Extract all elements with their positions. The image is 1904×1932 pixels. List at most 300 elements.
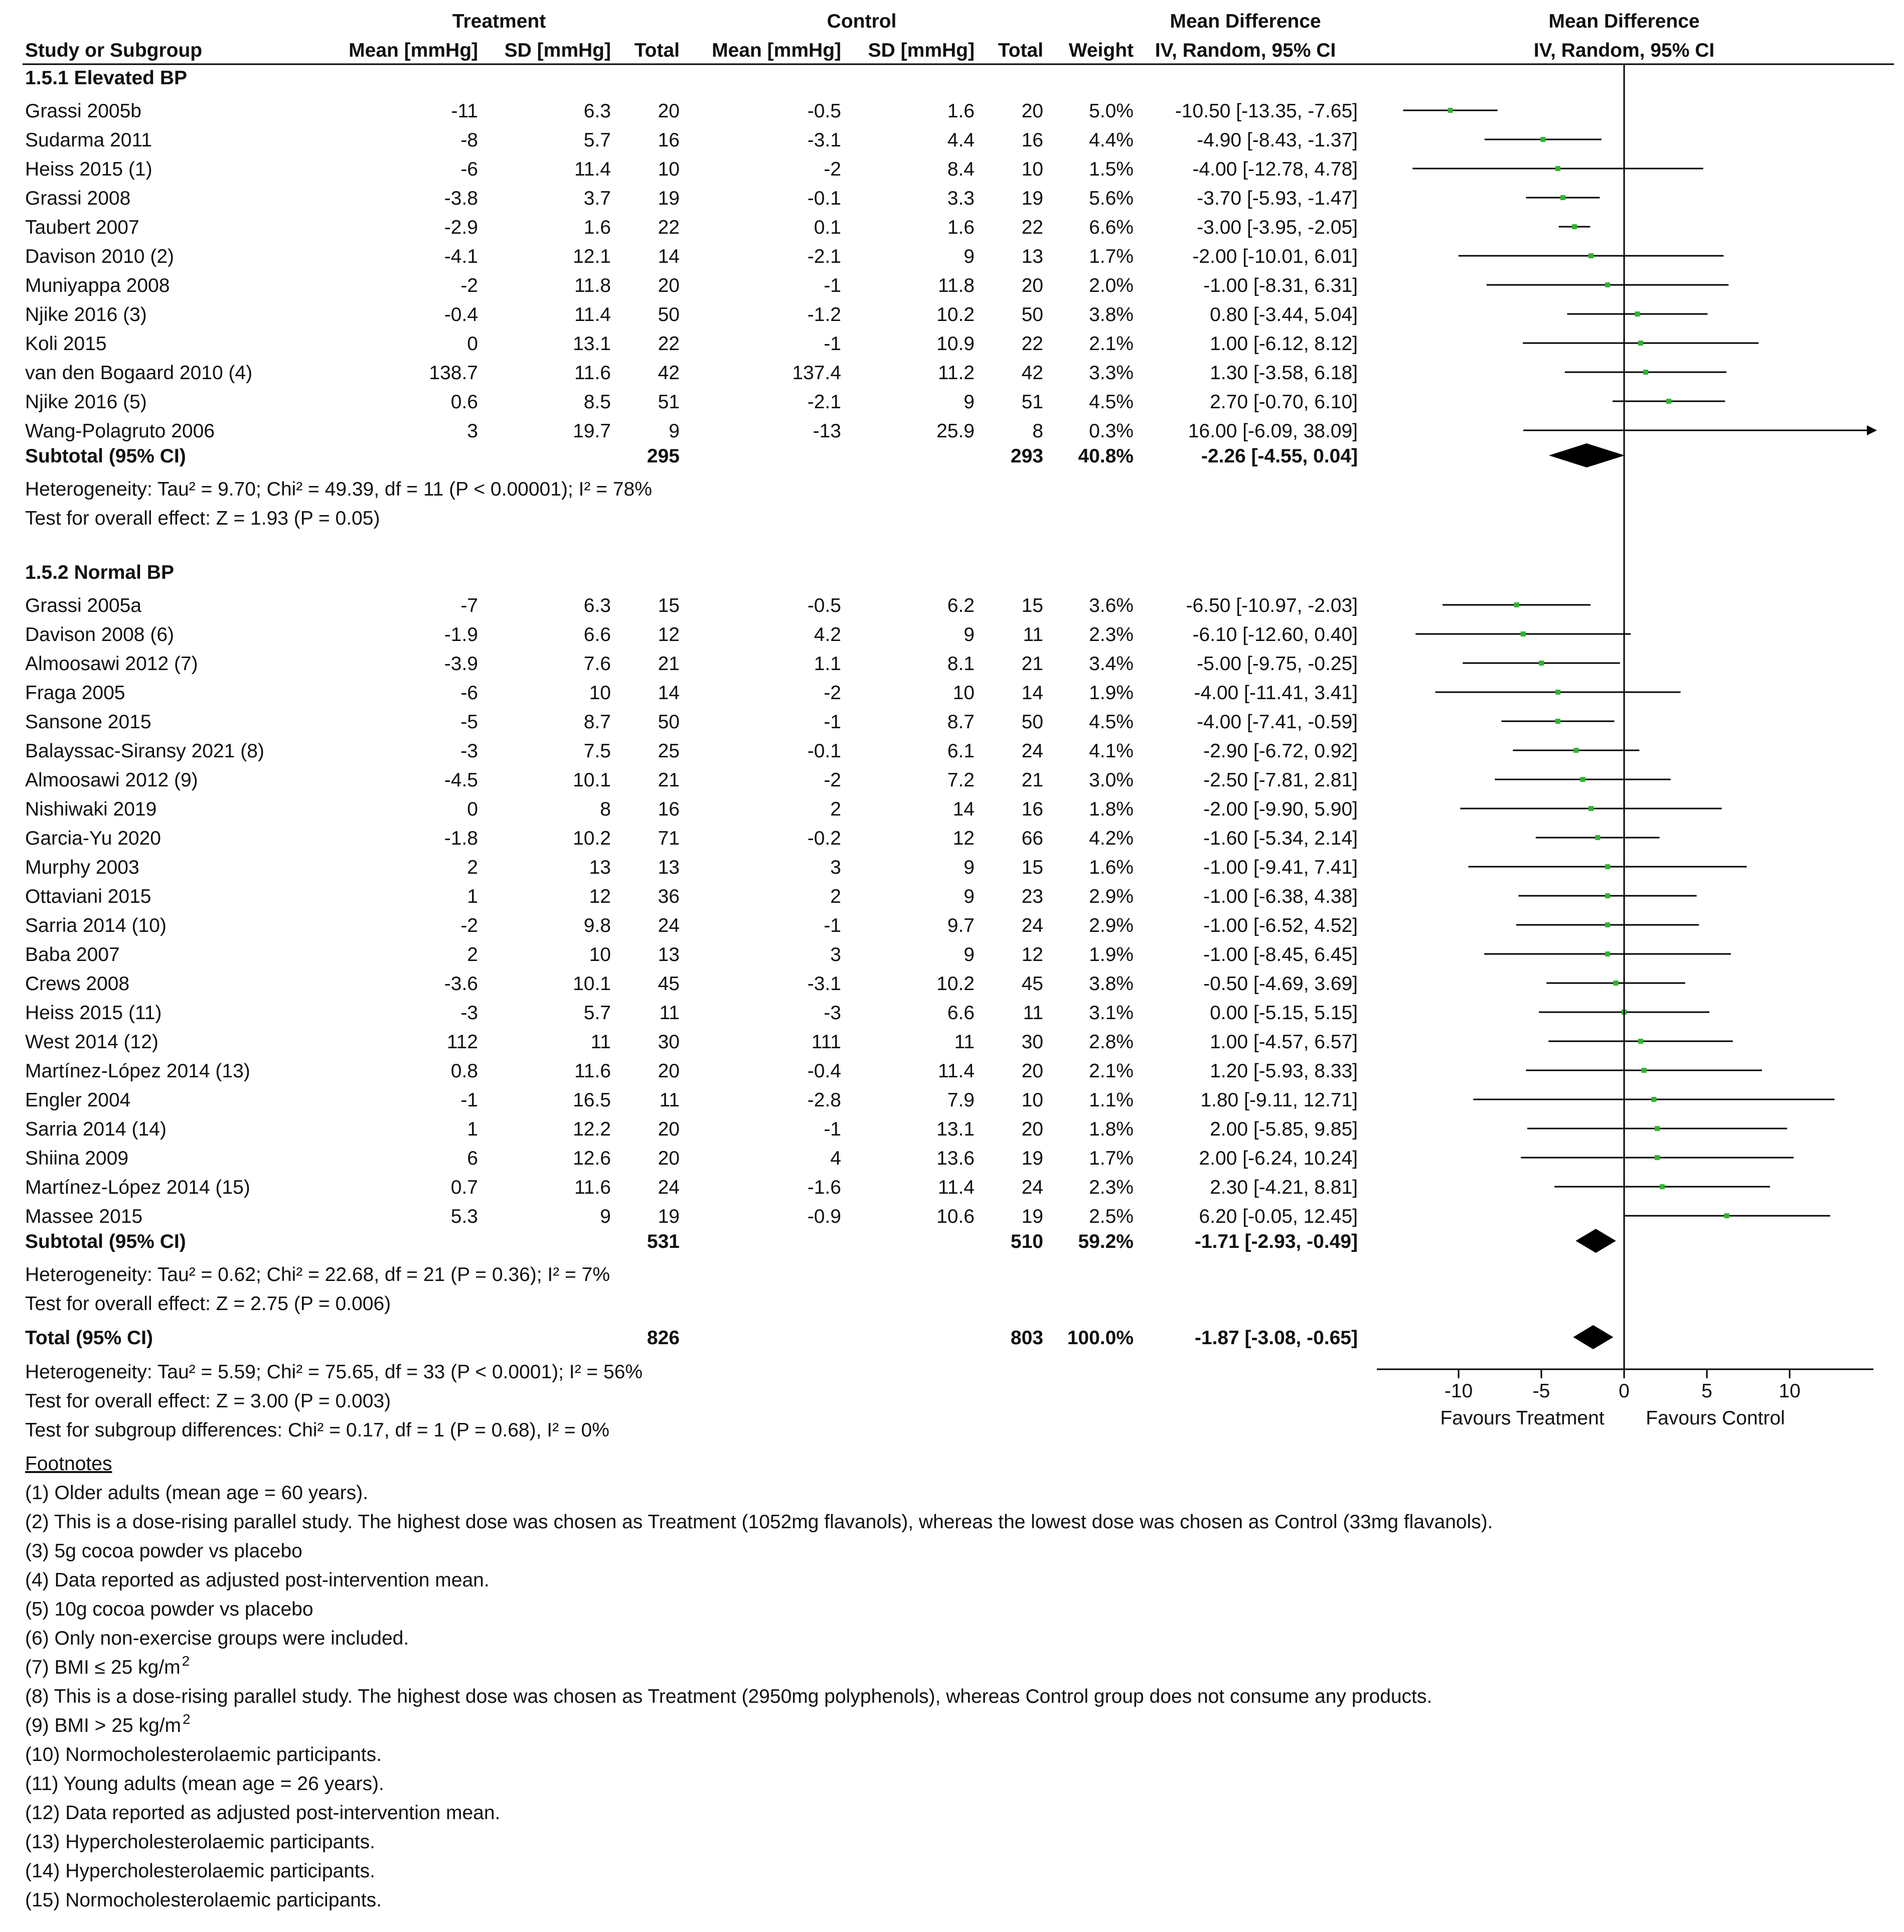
subgroup-difference-text: Test for subgroup differences: Chi² = 0.17, df = 1 (P = 0.68), I² = 0% [25,1419,609,1441]
treatment-mean: 0.6 [450,391,478,413]
study-ci: -3.70 [-5.93, -1.47] [1197,188,1358,209]
treatment-mean: -1 [460,1089,478,1111]
control-group-header: Control [827,11,897,32]
control-total: 8 [1032,420,1043,442]
control-total: 42 [1021,362,1043,384]
study-column-header: Study or Subgroup [25,40,203,61]
footnote-superscript: 2 [182,1653,190,1669]
subtotal-row-label: Subtotal (95% CI) [25,1231,186,1252]
subtotal-row-treatment-total: 295 [647,445,680,467]
control-sd: 6.2 [947,595,975,616]
study-weight: 2.1% [1089,333,1134,355]
table-row [25,188,1358,209]
study-point [1595,835,1600,840]
treatment-sd: 3.7 [583,188,611,209]
study-point [1605,864,1610,869]
control-mean: -1 [824,915,841,936]
study-ci: -1.00 [-9.41, 7.41] [1203,857,1358,878]
study-name: Shiina 2009 [25,1148,129,1169]
study-name: Grassi 2005a [25,595,141,616]
subtotal-row-treatment-total: 531 [647,1231,680,1252]
treatment-total: 12 [658,624,680,646]
control-mean: 2 [830,798,841,820]
table-row [25,275,1358,296]
control-mean: -13 [813,420,841,442]
study-point [1589,806,1594,811]
method-header-right: IV, Random, 95% CI [1533,40,1715,61]
md-group-header-left: Mean Difference [1170,11,1321,32]
control-sd: 14 [953,798,975,820]
study-ci: -1.00 [-8.31, 6.31] [1203,275,1358,296]
study-name: Crews 2008 [25,973,130,995]
study-ci: 0.00 [-5.15, 5.15] [1210,1002,1358,1024]
footnote: (12) Data reported as adjusted post-intervention mean. [25,1802,501,1824]
study-name: Davison 2010 (2) [25,246,174,267]
control-sd: 8.4 [947,158,975,180]
study-name: van den Bogaard 2010 (4) [25,362,253,384]
study-point [1651,1097,1656,1102]
study-point [1540,137,1545,142]
footnote: (6) Only non-exercise groups were included. [25,1628,409,1649]
study-ci: -4.00 [-11.41, 3.41] [1194,682,1358,704]
favours-treatment-label: Favours Treatment [1440,1407,1605,1429]
control-total: 10 [1021,158,1043,180]
treatment-mean: 0 [467,798,478,820]
study-weight: 4.5% [1089,711,1134,733]
treatment-sd: 9.8 [583,915,611,936]
study-ci: -4.00 [-7.41, -0.59] [1197,711,1358,733]
control-sd: 1.6 [947,100,975,122]
control-sd: 10.2 [936,973,975,995]
study-weight: 4.4% [1089,129,1134,151]
treatment-mean: -2.9 [444,217,478,238]
treatment-sd: 11.6 [574,1060,611,1082]
footnote: (14) Hypercholesterolaemic participants. [25,1860,375,1882]
study-point [1589,253,1594,258]
total-row-control-total: 803 [1010,1327,1043,1349]
study-point [1655,1155,1660,1160]
study-point [1555,690,1560,695]
control-mean: -3 [824,1002,841,1024]
control-mean: -2 [824,769,841,791]
x-tick-label: 0 [1619,1380,1630,1402]
study-weight: 2.8% [1089,1031,1134,1053]
study-name: Sarria 2014 (14) [25,1118,167,1140]
favours-control-label: Favours Control [1646,1407,1785,1429]
treatment-mean: -2 [460,915,478,936]
treatment-total: 13 [658,857,680,878]
footnote: (11) Young adults (mean age = 26 years). [25,1773,384,1795]
study-ci: -4.00 [-12.78, 4.78] [1192,158,1358,180]
control-sd: 6.1 [947,740,975,762]
study-point [1521,631,1526,636]
total-overall-effect-text: Test for overall effect: Z = 3.00 (P = 0.003) [25,1390,391,1412]
control-sd: 11.2 [937,362,975,384]
study-name: Nishiwaki 2019 [25,798,157,820]
control-total: 20 [1021,1060,1043,1082]
control-total: 11 [1023,1002,1043,1024]
subtotal-row [25,445,1358,467]
control-sd: 9 [964,246,975,267]
footnote: (1) Older adults (mean age = 60 years). [25,1482,368,1504]
treatment-mean: -6 [460,682,478,704]
control-sd: 25.9 [936,420,975,442]
control-total: 15 [1021,857,1043,878]
treatment-total: 21 [658,653,680,675]
treatment-sd: 11.4 [574,158,611,180]
footnote: (9) BMI > 25 kg/m [25,1715,182,1736]
study-weight: 2.0% [1089,275,1134,296]
study-name: Wang-Polagruto 2006 [25,420,215,442]
treatment-sd: 12.1 [573,246,611,267]
subtotal-row-weight: 40.8% [1078,445,1134,467]
table-row [25,391,1358,413]
control-total: 20 [1021,275,1043,296]
study-ci: -4.90 [-8.43, -1.37] [1197,129,1358,151]
study-ci: -6.50 [-10.97, -2.03] [1186,595,1358,616]
study-ci: 2.30 [-4.21, 8.81] [1210,1177,1358,1198]
treatment-mean: 1 [467,886,478,907]
study-name: Njike 2016 (3) [25,304,147,326]
treatment-mean: -5 [460,711,478,733]
control-total: 51 [1021,391,1043,413]
control-total: 14 [1021,682,1043,704]
treatment-total: 13 [658,944,680,965]
study-name: Sarria 2014 (10) [25,915,167,936]
treatment-total-header: Total [634,40,680,61]
control-total: 66 [1021,828,1043,849]
treatment-sd: 12 [589,886,611,907]
study-ci: 2.00 [-6.24, 10.24] [1199,1148,1358,1169]
treatment-mean: 1 [467,1118,478,1140]
table-row [25,944,1358,965]
study-weight: 2.1% [1089,1060,1134,1082]
treatment-sd: 11.6 [574,1177,611,1198]
md-group-header-right: Mean Difference [1548,11,1700,32]
treatment-sd: 8.7 [583,711,611,733]
footnote-superscript: 2 [183,1711,191,1727]
subgroup-title: 1.5.2 Normal BP [25,562,174,583]
study-name: Grassi 2005b [25,100,141,122]
table-row [25,595,1358,616]
footnote: (15) Normocholesterolaemic participants. [25,1889,382,1911]
study-weight: 5.6% [1089,188,1134,209]
treatment-sd: 10.1 [573,973,611,995]
treatment-total: 51 [658,391,680,413]
table-row [25,1177,1358,1198]
study-name: Murphy 2003 [25,857,139,878]
study-ci: 2.70 [-0.70, 6.10] [1210,391,1358,413]
treatment-sd: 10.2 [573,828,611,849]
study-weight: 2.9% [1089,886,1134,907]
treatment-mean: -0.4 [444,304,478,326]
treatment-sd: 8 [600,798,611,820]
study-point [1573,748,1578,753]
control-mean-header: Mean [mmHg] [712,40,841,61]
treatment-total: 45 [658,973,680,995]
control-total: 15 [1021,595,1043,616]
treatment-total: 21 [658,769,680,791]
control-sd: 10.9 [936,333,975,355]
table-row [25,798,1358,820]
total-row-label: Total (95% CI) [25,1327,153,1349]
control-mean: -1 [824,275,841,296]
treatment-mean: -3.6 [444,973,478,995]
table-row [25,158,1358,180]
control-sd: 6.6 [947,1002,975,1024]
study-weight: 1.7% [1089,1148,1134,1169]
study-name: Baba 2007 [25,944,120,965]
study-ci: -1.00 [-6.38, 4.38] [1203,886,1358,907]
study-name: Koli 2015 [25,333,107,355]
table-row [25,682,1358,704]
treatment-sd: 12.6 [573,1148,611,1169]
treatment-sd: 16.5 [573,1089,611,1111]
footnote: (3) 5g cocoa powder vs placebo [25,1540,302,1562]
heterogeneity-text: Heterogeneity: Tau² = 0.62; Chi² = 22.68, df = 21 (P = 0.36); I² = 7% [25,1264,610,1285]
study-point [1638,341,1643,346]
treatment-mean: -7 [460,595,478,616]
treatment-mean: -4.1 [444,246,478,267]
study-weight: 6.6% [1089,217,1134,238]
control-mean: 2 [830,886,841,907]
control-total: 11 [1023,624,1043,646]
heterogeneity-text: Heterogeneity: Tau² = 9.70; Chi² = 49.39, df = 11 (P < 0.00001); I² = 78% [25,478,652,500]
control-sd: 9 [964,886,975,907]
control-total: 45 [1021,973,1043,995]
study-ci: -2.00 [-9.90, 5.90] [1203,798,1358,820]
treatment-mean: -3 [460,740,478,762]
control-sd-header: SD [mmHg] [868,40,975,61]
table-row [25,333,1358,355]
study-name: Ottaviani 2015 [25,886,151,907]
control-total: 19 [1021,1206,1043,1227]
study-name: Garcia-Yu 2020 [25,828,162,849]
study-weight: 1.7% [1089,246,1134,267]
treatment-mean: -3.8 [444,188,478,209]
treatment-total: 14 [658,246,680,267]
control-mean: -0.5 [807,100,841,122]
study-point [1614,981,1619,986]
control-sd: 10.2 [936,304,975,326]
treatment-sd: 6.6 [583,624,611,646]
study-ci: 2.00 [-5.85, 9.85] [1210,1118,1358,1140]
subtotal-row-diamond [1549,443,1625,467]
footnote: (5) 10g cocoa powder vs placebo [25,1598,313,1620]
study-ci: -1.60 [-5.34, 2.14] [1203,828,1358,849]
study-name: Engler 2004 [25,1089,131,1111]
table-row [25,857,1358,878]
table-row [25,420,1358,442]
treatment-sd: 12.2 [573,1118,611,1140]
treatment-total: 19 [658,188,680,209]
control-total: 24 [1021,740,1043,762]
control-total: 24 [1021,1177,1043,1198]
study-point [1555,719,1560,724]
study-point [1555,166,1560,171]
treatment-mean: -8 [460,129,478,151]
table-row [25,740,1358,762]
control-sd: 11 [954,1031,975,1053]
study-ci: 1.80 [-9.11, 12.71] [1200,1089,1358,1111]
control-mean: 1.1 [814,653,841,675]
study-ci: 0.80 [-3.44, 5.04] [1210,304,1358,326]
control-total: 22 [1021,333,1043,355]
study-point [1638,1039,1643,1044]
study-weight: 3.0% [1089,769,1134,791]
treatment-total: 20 [658,1148,680,1169]
treatment-mean-header: Mean [mmHg] [349,40,478,61]
study-weight: 2.5% [1089,1206,1134,1227]
treatment-total: 36 [658,886,680,907]
study-point [1660,1184,1665,1189]
table-row [25,769,1358,791]
study-name: West 2014 (12) [25,1031,158,1053]
study-weight: 2.9% [1089,915,1134,936]
treatment-mean: -4.5 [444,769,478,791]
treatment-sd: 11.4 [574,304,611,326]
treatment-sd: 5.7 [583,1002,611,1024]
control-sd: 9 [964,944,975,965]
treatment-group-header: Treatment [452,11,546,32]
treatment-total: 24 [658,915,680,936]
treatment-sd: 10.1 [573,769,611,791]
treatment-mean: -1.8 [444,828,478,849]
study-point [1605,282,1610,287]
treatment-total: 16 [658,129,680,151]
treatment-mean: -3.9 [444,653,478,675]
treatment-mean: 5.3 [450,1206,478,1227]
table-header [23,11,1894,64]
treatment-total: 11 [659,1089,680,1111]
treatment-mean: -2 [460,275,478,296]
study-name: Taubert 2007 [25,217,139,238]
study-name: Heiss 2015 (1) [25,158,152,180]
treatment-sd: 5.7 [583,129,611,151]
subtotal-row-ci: -1.71 [-2.93, -0.49] [1194,1231,1358,1252]
treatment-sd: 13 [589,857,611,878]
treatment-total: 30 [658,1031,680,1053]
treatment-sd: 10 [589,682,611,704]
treatment-mean: -6 [460,158,478,180]
control-mean: -2 [824,682,841,704]
study-weight: 1.9% [1089,944,1134,965]
study-ci: 6.20 [-0.05, 12.45] [1199,1206,1358,1227]
study-weight: 3.3% [1089,362,1134,384]
treatment-total: 24 [658,1177,680,1198]
control-total: 21 [1021,653,1043,675]
x-tick-label: 5 [1701,1380,1712,1402]
control-mean: -1 [824,333,841,355]
control-total: 12 [1021,944,1043,965]
control-total: 20 [1021,1118,1043,1140]
control-total: 19 [1021,1148,1043,1169]
control-sd: 11.4 [937,1177,975,1198]
table-row [25,1060,1358,1082]
control-sd: 10.6 [936,1206,975,1227]
weight-header: Weight [1068,40,1134,61]
study-weight: 3.8% [1089,304,1134,326]
study-point [1560,195,1565,200]
study-ci: -2.50 [-7.81, 2.81] [1203,769,1358,791]
treatment-total: 22 [658,333,680,355]
table-row [25,217,1358,238]
treatment-sd: 6.3 [583,100,611,122]
treatment-total: 10 [658,158,680,180]
study-weight: 2.3% [1089,1177,1134,1198]
control-sd: 7.2 [947,769,975,791]
study-point [1655,1126,1660,1131]
treatment-mean: 138.7 [429,362,478,384]
study-point [1572,224,1577,229]
study-weight: 0.3% [1089,420,1134,442]
study-point [1539,661,1544,666]
subtotal-row-weight: 59.2% [1078,1231,1134,1252]
study-ci: 1.00 [-6.12, 8.12] [1210,333,1358,355]
control-sd: 10 [953,682,975,704]
control-total: 30 [1021,1031,1043,1053]
study-point [1580,777,1585,782]
study-weight: 1.8% [1089,798,1134,820]
overall-effect-text: Test for overall effect: Z = 2.75 (P = 0.006) [25,1293,391,1315]
study-weight: 4.5% [1089,391,1134,413]
footnote: (4) Data reported as adjusted post-intervention mean. [25,1569,490,1591]
footnote: (13) Hypercholesterolaemic participants. [25,1831,375,1853]
footnotes-title: Footnotes [25,1453,112,1475]
subtotal-row-label: Subtotal (95% CI) [25,445,186,467]
control-sd: 9 [964,857,975,878]
control-mean: -2.1 [807,391,841,413]
study-name: Heiss 2015 (11) [25,1002,162,1024]
control-total: 13 [1021,246,1043,267]
study-name: Muniyappa 2008 [25,275,170,296]
treatment-total: 20 [658,275,680,296]
study-ci: -1.00 [-6.52, 4.52] [1203,915,1358,936]
control-mean: -2.8 [807,1089,841,1111]
study-name: Sansone 2015 [25,711,151,733]
study-weight: 3.4% [1089,653,1134,675]
control-mean: -0.9 [807,1206,841,1227]
table-row [25,1089,1358,1111]
study-point [1605,922,1610,927]
footnote: (8) This is a dose-rising parallel study. The highest dose was chosen as Treatment (2950mg polyphenols), whereas Control group does not consume any products. [25,1686,1433,1707]
control-sd: 7.9 [947,1089,975,1111]
control-total: 23 [1021,886,1043,907]
control-sd: 9.7 [947,915,975,936]
forest-plot-area [1377,64,1877,1429]
control-mean: 137.4 [792,362,841,384]
study-ci: -2.00 [-10.01, 6.01] [1192,246,1358,267]
treatment-total: 22 [658,217,680,238]
treatment-sd: 1.6 [583,217,611,238]
control-mean: -2.1 [807,246,841,267]
method-header-left: IV, Random, 95% CI [1155,40,1336,61]
subtotal-row-ci: -2.26 [-4.55, 0.04] [1201,445,1358,467]
control-mean: 4 [830,1148,841,1169]
control-sd: 4.4 [947,129,975,151]
control-sd: 3.3 [947,188,975,209]
subtotal-row-diamond [1575,1229,1616,1253]
control-sd: 9 [964,391,975,413]
treatment-total: 9 [669,420,680,442]
table-row [25,100,1358,122]
control-total: 50 [1021,711,1043,733]
study-weight: 1.9% [1089,682,1134,704]
study-name: Grassi 2008 [25,188,131,209]
study-weight: 3.8% [1089,973,1134,995]
footnote: (7) BMI ≤ 25 kg/m [25,1657,181,1678]
table-row [25,1206,1358,1227]
